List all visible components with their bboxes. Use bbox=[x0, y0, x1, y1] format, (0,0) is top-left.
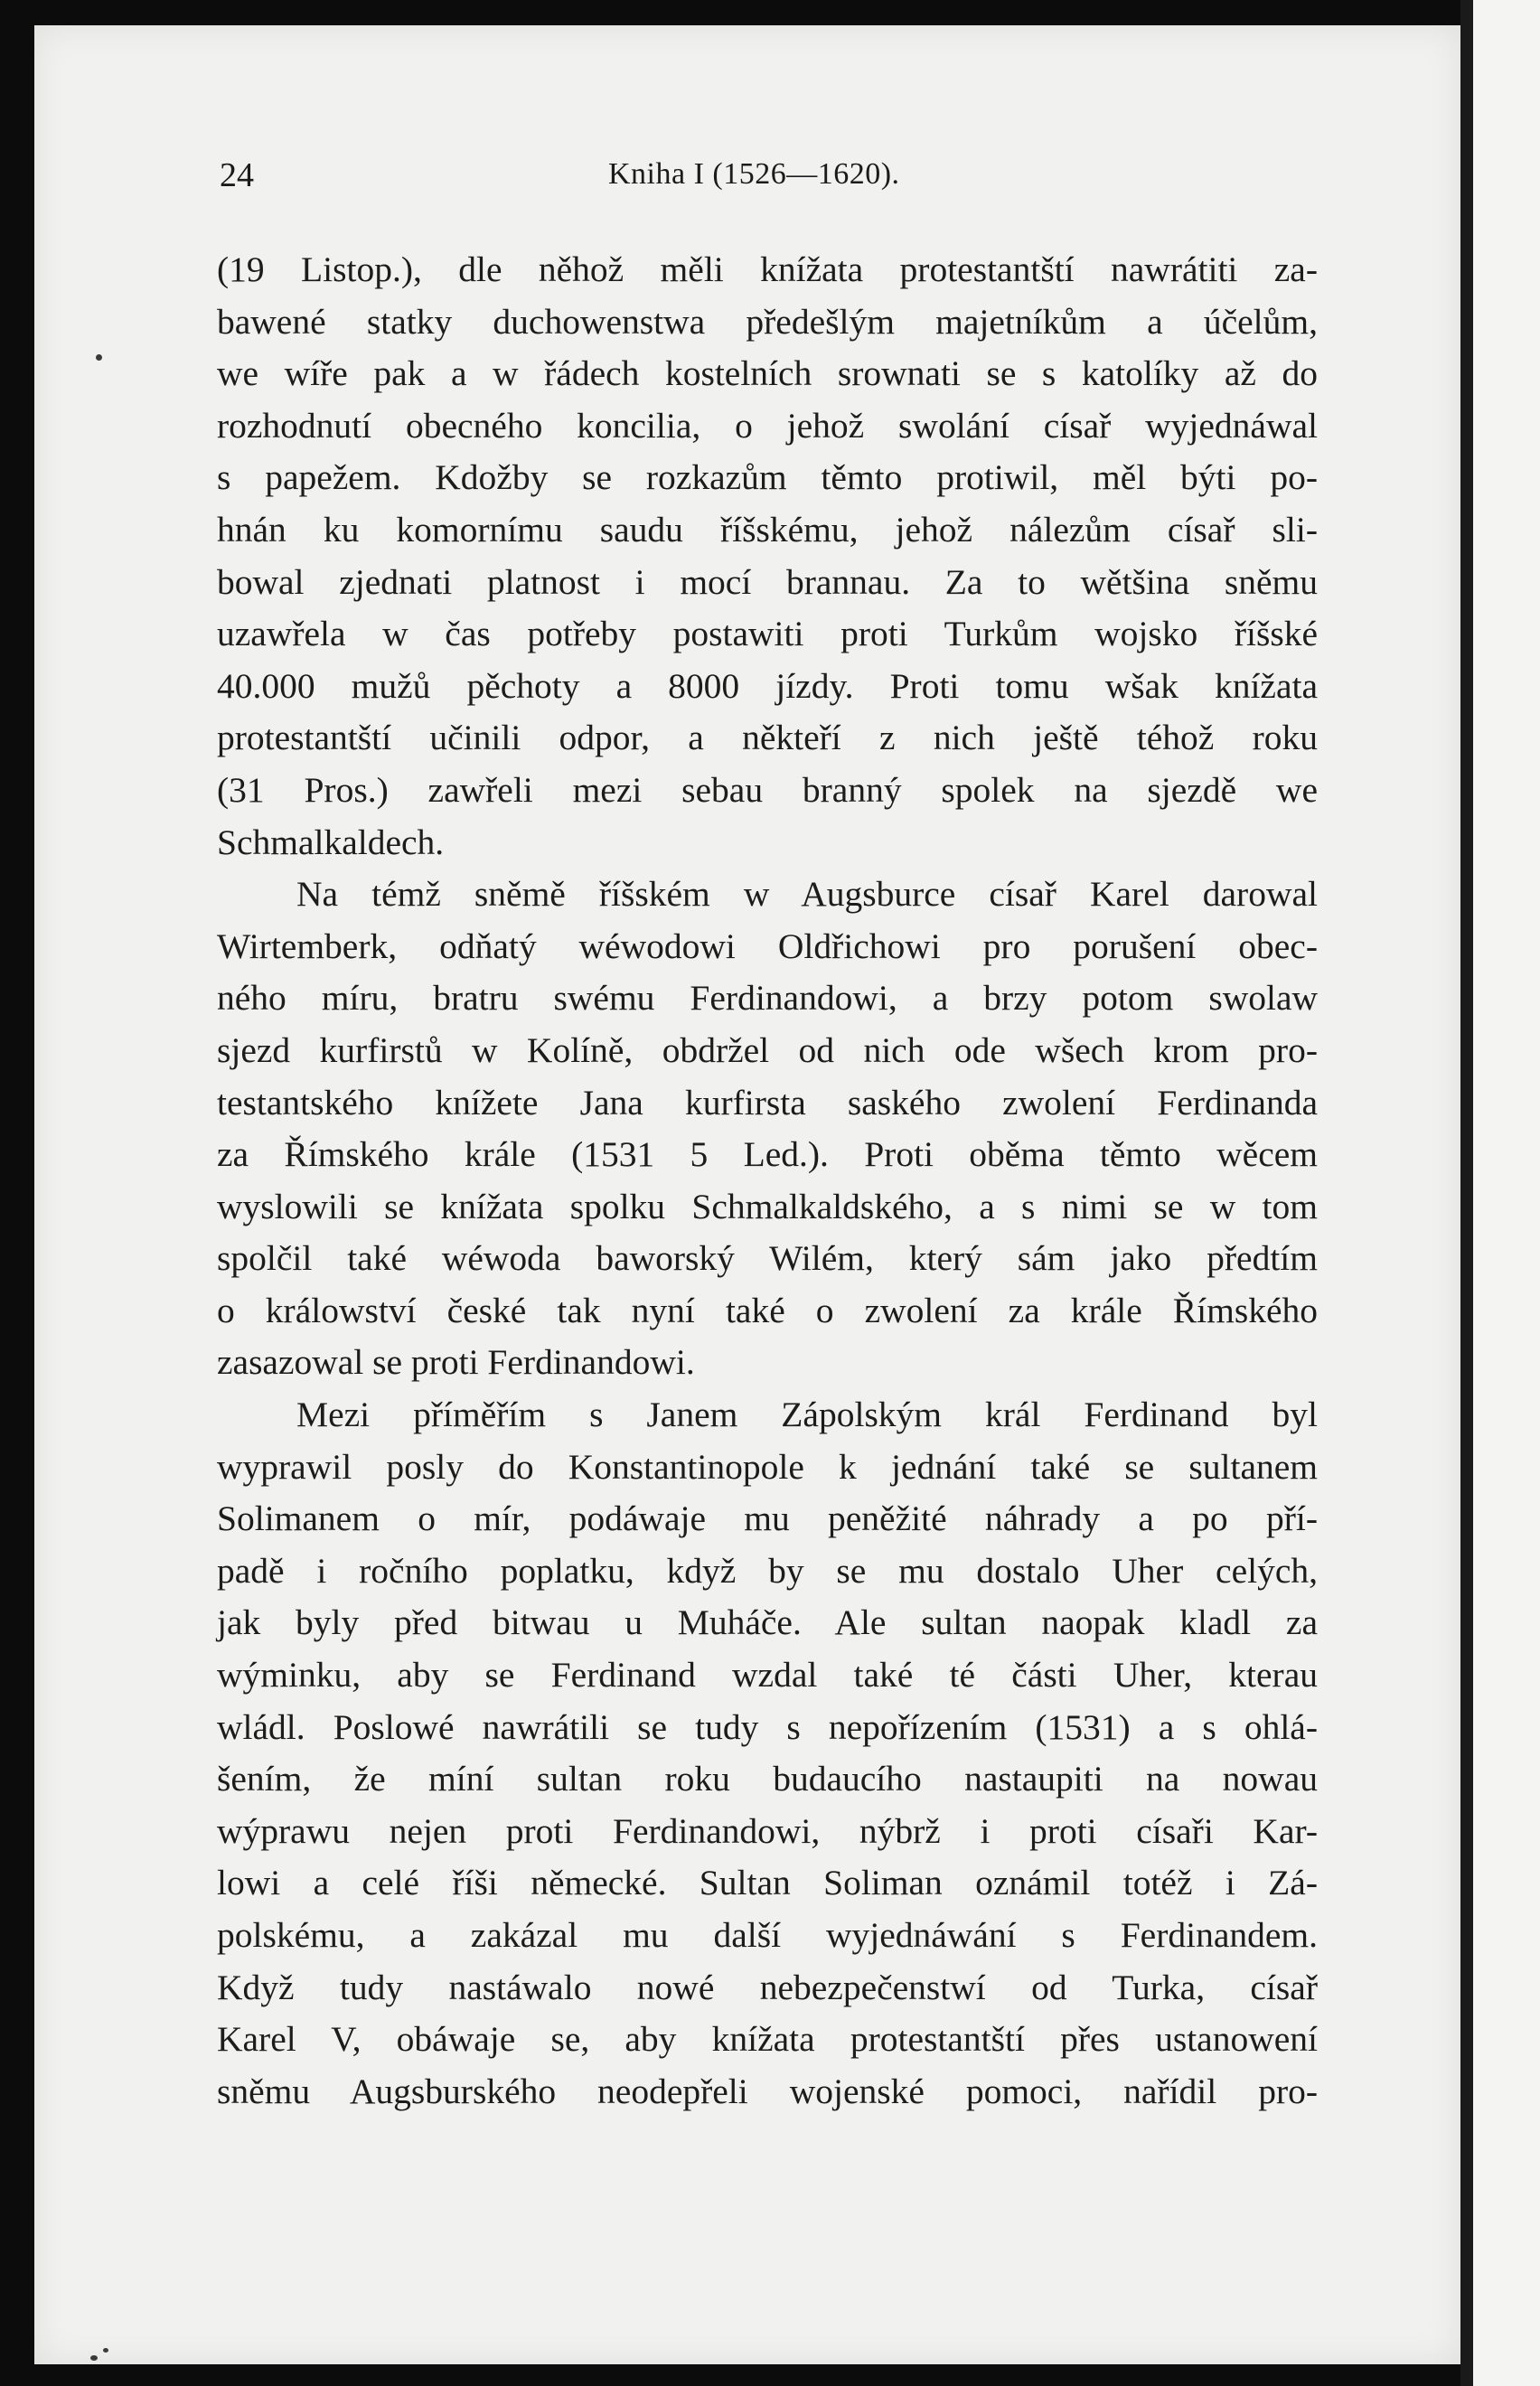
scan-speck bbox=[96, 354, 102, 361]
text-line: Wirtemberk, odňatý wéwodowi Oldřichowi pro porušení obec- bbox=[217, 925, 1318, 966]
text-line: s papežem. Kdožby se rozkazům těmto protiwil, měl býti po- bbox=[217, 457, 1318, 498]
text-line: bowal zjednati platnost i mocí brannau. Za to wětšina sněmu bbox=[217, 561, 1318, 602]
page-header bbox=[220, 155, 1317, 210]
text-line: 40.000 mužů pěchoty a 8000 jízdy. Proti tomu wšak knížata bbox=[217, 665, 1318, 706]
text-line: hnán ku komornímu saudu říšskému, jehož nálezům císař sli- bbox=[217, 509, 1318, 550]
text-line: Na témž sněmě říšském w Augsburce císař Karel darowal bbox=[296, 874, 1318, 915]
scan-speck bbox=[103, 2348, 108, 2353]
text-line: (31 Pros.) zawřeli mezi sebau branný spolek na sjezdě we bbox=[217, 769, 1318, 810]
paragraph-1 bbox=[217, 244, 1318, 869]
text-line: wýprawu nejen proti Ferdinandowi, nýbrž i proti císaři Kar- bbox=[217, 1810, 1318, 1851]
text-line: wyslowili se knížata spolku Schmalkaldského, a s nimi se w tom bbox=[217, 1186, 1318, 1226]
scan-speck bbox=[90, 2355, 98, 2361]
paragraph-2 bbox=[217, 869, 1318, 1389]
text-line: spolčil také wéwoda baworský Wilém, který sám jako předtím bbox=[217, 1238, 1318, 1279]
text-line: ného míru, bratru swému Ferdinandowi, a brzy potom swolaw bbox=[217, 978, 1318, 1019]
text-line: wyprawil posly do Konstantinopole k jednání také se sultanem bbox=[217, 1446, 1318, 1487]
text-line: Mezi příměřím s Janem Zápolským král Ferdinand byl bbox=[296, 1395, 1318, 1435]
text-line: polskému, a zakázal mu další wyjednáwání s Ferdinandem. bbox=[217, 1915, 1318, 1955]
adjacent-page bbox=[1473, 0, 1540, 2386]
text-line: jak byly před bitwau u Muháče. Ale sultan naopak kladl za bbox=[217, 1602, 1318, 1643]
text-line: rozhodnutí obecného koncilia, o jehož swolání císař wyjednáwal bbox=[217, 405, 1318, 446]
text-line: o králowství české tak nyní také o zwolení za krále Římského bbox=[217, 1290, 1318, 1330]
paragraph-3 bbox=[217, 1389, 1318, 2118]
text-line: Solimanem o mír, podáwaje mu peněžité náhrady a po pří- bbox=[217, 1498, 1318, 1539]
text-line: wýminku, aby se Ferdinand wzdal také té části Uher, kterau bbox=[217, 1655, 1318, 1696]
text-line: zasazowal se proti Ferdinandowi. bbox=[217, 1342, 695, 1383]
page-number: 24 bbox=[220, 156, 254, 194]
adjacent-page-edge bbox=[1460, 0, 1473, 2386]
text-line: sjezd kurfirstů w Kolíně, obdržel od nich ode wšech krom pro- bbox=[217, 1029, 1318, 1070]
text-line: protestantští učinili odpor, a někteří z nich ještě téhož roku bbox=[217, 718, 1318, 758]
text-line: Když tudy nastáwalo nowé nebezpečenstwí od Turka, císař bbox=[217, 1967, 1318, 2007]
text-line: padě i ročního poplatku, když by se mu dostalo Uher celých, bbox=[217, 1550, 1318, 1591]
text-line: za Římského krále (1531 5 Led.). Proti oběma těmto wěcem bbox=[217, 1134, 1318, 1175]
text-line: lowi a celé říši německé. Sultan Soliman oznámil totéž i Zá- bbox=[217, 1863, 1318, 1903]
text-line: Schmalkaldech. bbox=[217, 822, 445, 862]
text-line: wládl. Poslowé nawrátili se tudy s nepořízením (1531) a s ohlá- bbox=[217, 1706, 1318, 1747]
text-line: testantského knížete Jana kurfirsta saského zwolení Ferdinanda bbox=[217, 1082, 1318, 1123]
text-line: šením, že míní sultan roku budaucího nastaupiti na nowau bbox=[217, 1759, 1318, 1799]
text-line: uzawřela w čas potřeby postawiti proti Turkům wojsko říšské bbox=[217, 614, 1318, 654]
text-line: sněmu Augsburského neodepřeli wojenské pomoci, nařídil pro- bbox=[217, 2071, 1318, 2111]
text-line: we wíře pak a w řádech kostelních srownati se s katolíky až do bbox=[217, 353, 1318, 394]
text-line: (19 Listop.), dle něhož měli knížata protestantští nawrátiti za- bbox=[217, 249, 1318, 289]
body-text bbox=[217, 244, 1318, 2118]
running-head: Kniha I (1526—1620). bbox=[608, 157, 900, 191]
text-line: bawené statky duchowenstwa předešlým majetníkům a účelům, bbox=[217, 301, 1318, 342]
text-line: Karel V, obáwaje se, aby knížata protestantští přes ustanowení bbox=[217, 2019, 1318, 2060]
